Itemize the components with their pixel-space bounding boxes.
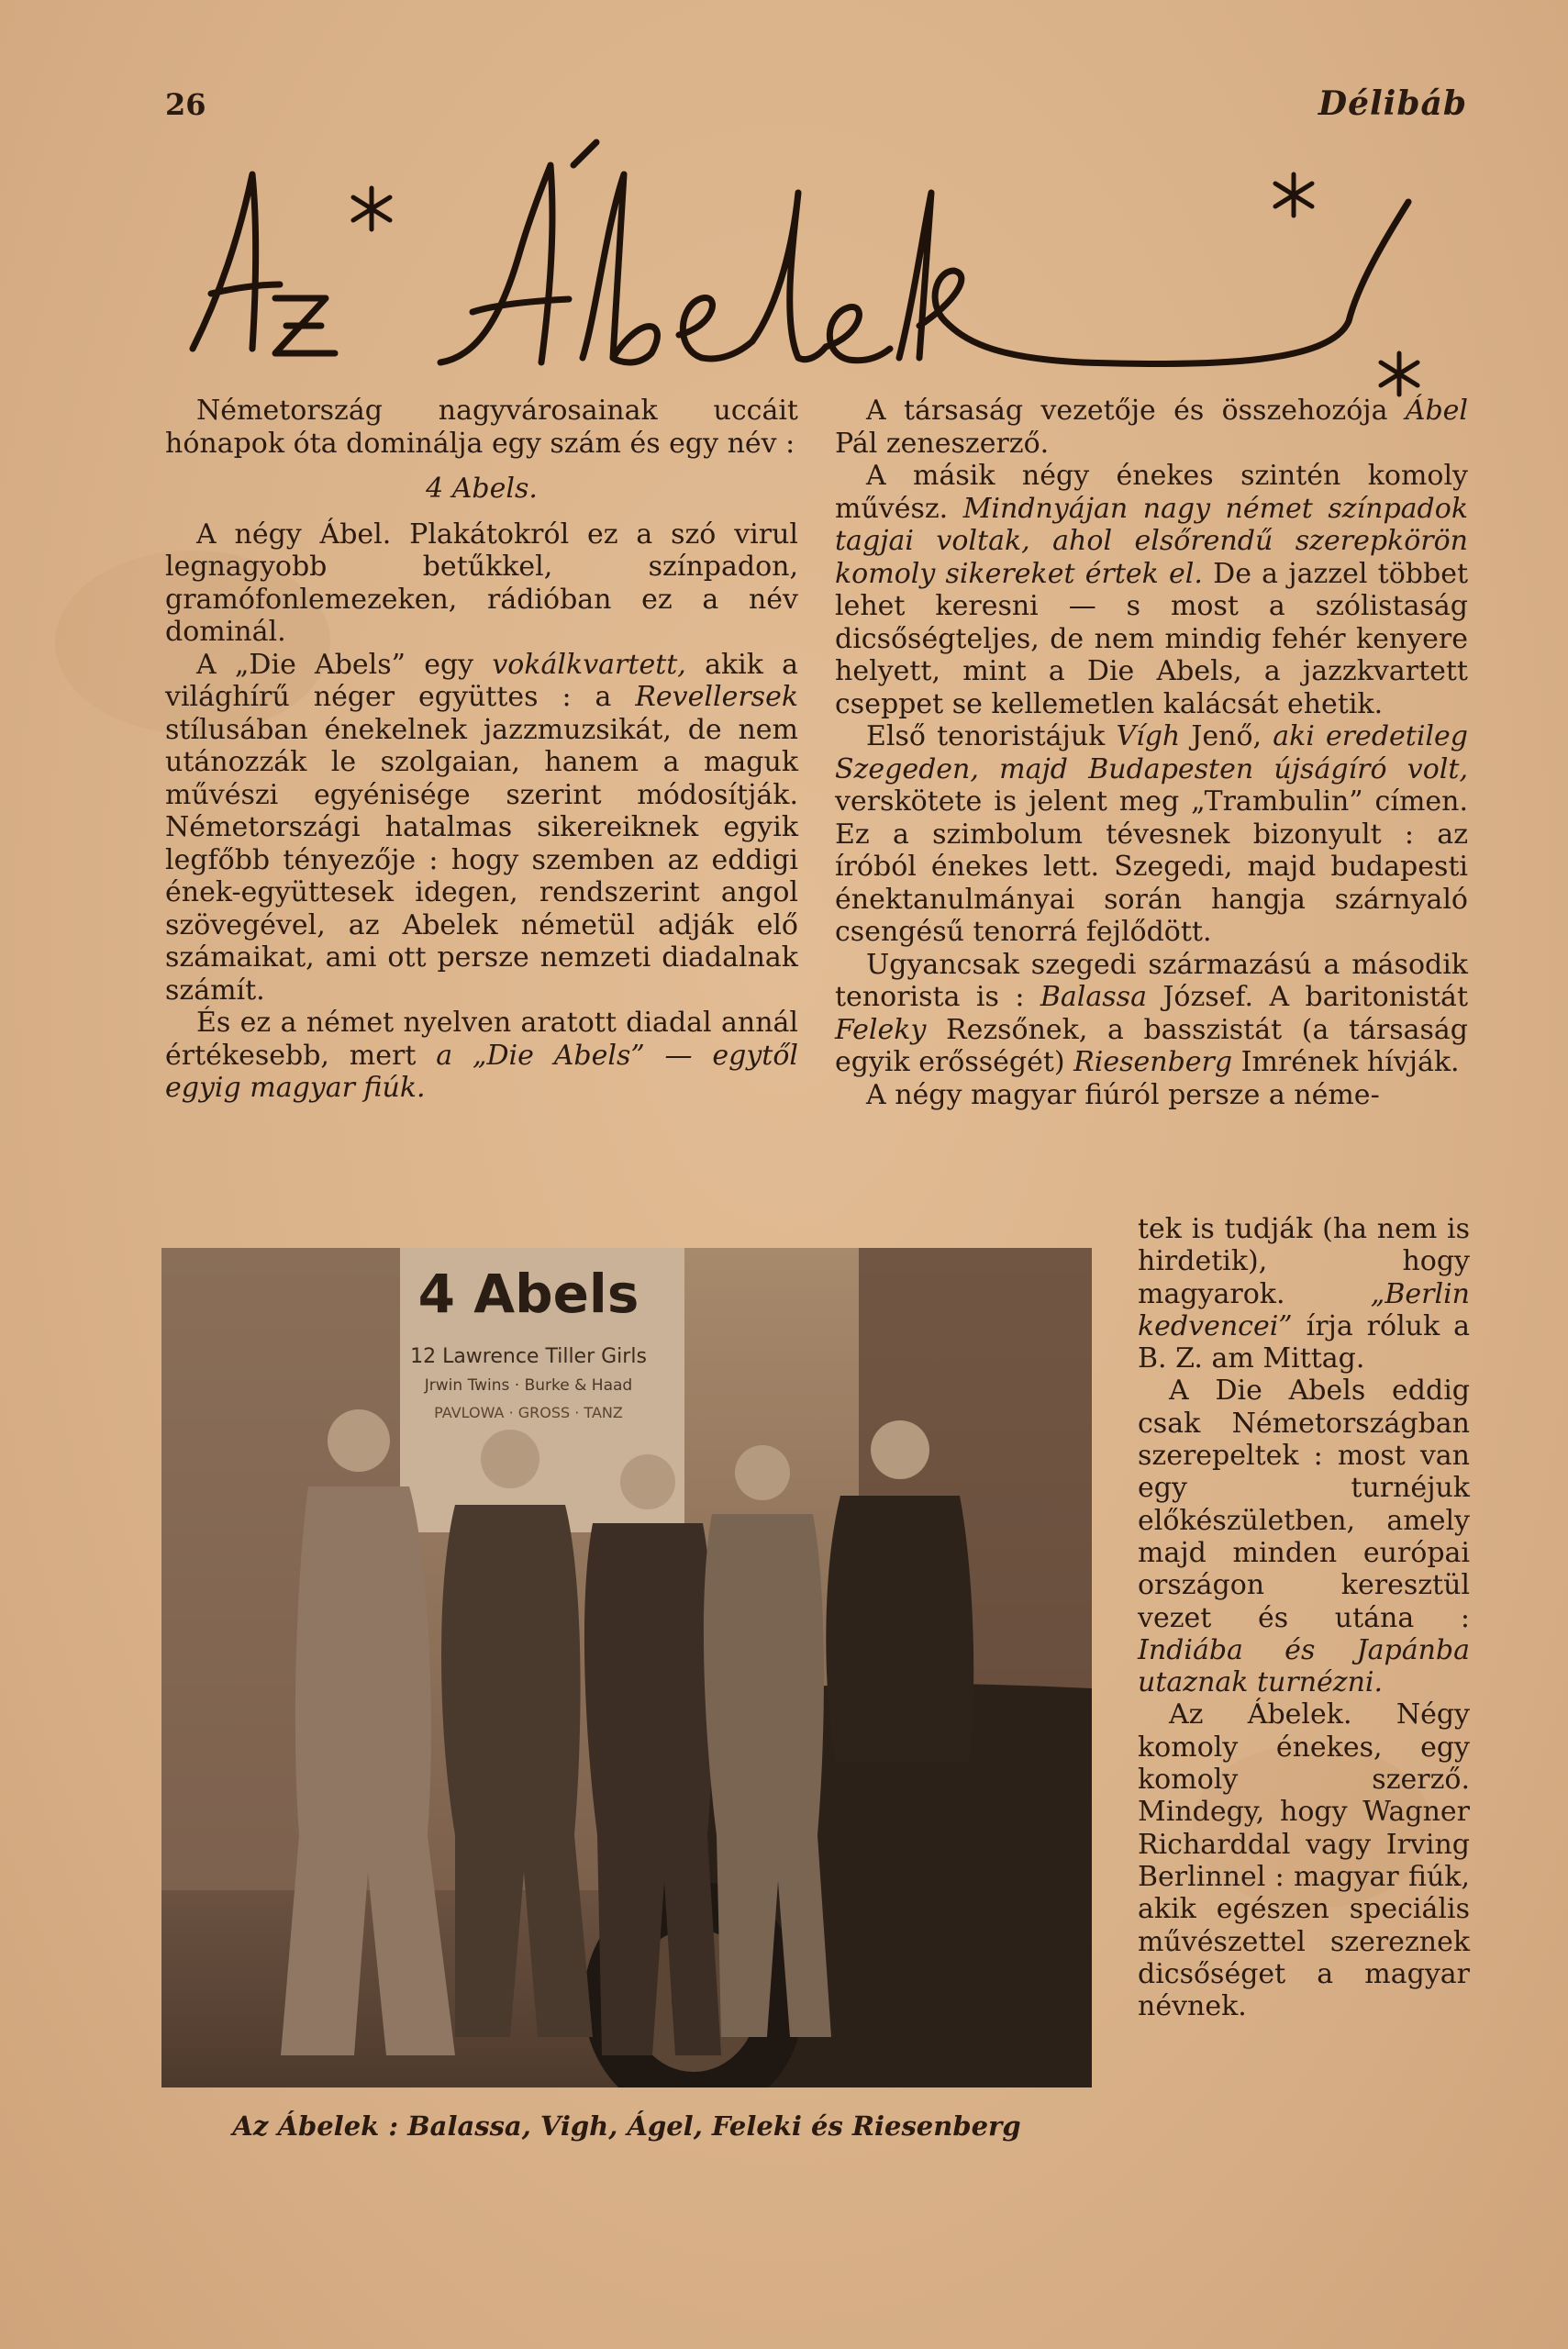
narrow-column bbox=[1138, 1213, 1470, 2022]
text-run: József. A baritonistát bbox=[1146, 981, 1469, 1013]
group-photo bbox=[161, 1248, 1092, 2087]
paragraph bbox=[835, 395, 1468, 460]
photo-caption: Az Ábelek : Balassa, Vigh, Ágel, Feleki és Riesenberg bbox=[232, 2110, 1021, 2142]
text-run-italic: Indiába és Japánba utaznak turnézni. bbox=[1138, 1633, 1470, 1699]
text-run: A Die Abels eddig csak Németországban szerepeltek : most van egy turnéjuk előkészületben, amely majd minden európai országon keresztül vezet és utána : bbox=[1138, 1375, 1470, 1634]
text-run: Imrének hívják. bbox=[1232, 1046, 1460, 1078]
paragraph: Németország nagyvárosainak uccáit hónapok óta dominálja egy szám és egy név : bbox=[165, 395, 798, 460]
paragraph: Az Ábelek. Négy komoly énekes, egy komoly szerző. Mindegy, hogy Wagner Richarddal vagy Irving Berlinnel : magyar fiúk, akik egészen speciális művészettel szereznek dicsőséget a magyar névnek. bbox=[1138, 1698, 1470, 2023]
text-run: írja róluk a B. Z. am Mittag. bbox=[1138, 1309, 1470, 1375]
paragraph bbox=[835, 460, 1468, 720]
right-column bbox=[835, 395, 1468, 1111]
poster-title: 4 Abels bbox=[417, 1263, 639, 1325]
magazine-title: Délibáb bbox=[1318, 84, 1467, 123]
text-run-italic: a „Die Abels” — egytől egyig magyar fiúk. bbox=[165, 1039, 798, 1104]
text-run: tek is tudják (ha nem is hirdetik), hogy magyarok. bbox=[1138, 1213, 1470, 1310]
paragraph bbox=[1138, 1213, 1470, 1375]
paragraph: A négy magyar fiúról persze a néme- bbox=[866, 1078, 1380, 1111]
text-run: És ez a német nyelven aratott diadal annál értékesebb, mert bbox=[165, 1007, 798, 1072]
text-run-italic: Vígh bbox=[1116, 720, 1181, 752]
headline-script bbox=[165, 138, 1496, 413]
text-run: A társaság vezetője és összehozója bbox=[866, 395, 1406, 427]
poster-line: Jrwin Twins · Burke & Haad bbox=[424, 1376, 633, 1395]
text-run: Rezsőnek, a basszistát (a társaság egyik erősségét) bbox=[835, 1013, 1468, 1078]
left-column bbox=[165, 395, 798, 1105]
text-run-italic: Feleky bbox=[835, 1013, 927, 1046]
paragraph bbox=[835, 949, 1468, 1079]
text-run: Jenő, bbox=[1180, 720, 1273, 752]
text-run: A „Die Abels” egy bbox=[196, 648, 493, 681]
paragraph bbox=[835, 720, 1468, 949]
text-run-italic: Mindnyájan nagy német színpadok tagjai voltak, ahol elsőrendű szerepkörön komoly sikereket értek el. bbox=[835, 492, 1469, 590]
paragraph bbox=[165, 1007, 798, 1105]
paragraph bbox=[1138, 1375, 1470, 1698]
photo-illustration bbox=[161, 1248, 1092, 2087]
text-run: Ugyancsak szegedi származású a második tenorista is : bbox=[835, 948, 1468, 1013]
text-run-italic: aki eredetileg Szegeden, majd Budapesten újságíró volt, bbox=[835, 720, 1468, 785]
text-run: akik a világhírű néger együttes : a bbox=[165, 648, 799, 713]
text-run: De a jazzel többet lehet keresni — s most a szólistaság dicsőségteljes, de nem mindig fehér kenyere helyett, mint a Die Abels, a jazzkvartett cseppet se kellemetlen kalácsát ehetik. bbox=[835, 557, 1468, 720]
text-run-italic: Riesenberg bbox=[1073, 1046, 1233, 1078]
poster-line: 12 Lawrence Tiller Girls bbox=[410, 1345, 647, 1368]
text-run-italic: Revellersek bbox=[635, 681, 798, 713]
text-run: verskötete is jelent meg „Trambulin” címen. Ez a szimbolum tévesnek bizonyult : az íróból énekes lett. Szegedi, majd budapesti énektanulmányai során hangja szárnyaló csengésű tenorrá fejlődött. bbox=[835, 785, 1468, 948]
text-run: Első tenoristájuk bbox=[866, 720, 1117, 752]
text-run: A másik négy énekes szintén komoly művész. bbox=[835, 460, 1468, 525]
text-run: stílusában énekelnek jazzmuzsikát, de nem utánozzák le szolgaian, hanem a maguk művészi egyénisége szerint módosítják. Németországi hatalmas sikereiknek egyik legfőbb tényezője : hogy szemben az eddigi ének-együttesek idegen, rendszerint angol szövegével, az Abelek németül adják elő számaikat, ami ott persze nemzeti diadalnak számít. bbox=[165, 713, 798, 1007]
poster-line: PAVLOWA · GROSS · TANZ bbox=[434, 1404, 623, 1421]
text-run-italic: Ábel bbox=[1405, 395, 1468, 427]
text-run: Pál zeneszerző. bbox=[835, 427, 1050, 460]
paragraph: 4 Abels. bbox=[426, 473, 538, 505]
text-run-italic: vokálkvartett, bbox=[492, 648, 686, 681]
page-number: 26 bbox=[165, 87, 206, 122]
paragraph: A négy Ábel. Plakátokról ez a szó virul legnagyobb betűkkel, színpadon, gramófonlemezeken, rádióban ez a név dominál. bbox=[165, 518, 798, 648]
text-run-italic: „Berlin kedvencei” bbox=[1138, 1277, 1470, 1342]
paragraph bbox=[165, 649, 798, 1008]
text-run-italic: Balassa bbox=[1040, 981, 1147, 1013]
